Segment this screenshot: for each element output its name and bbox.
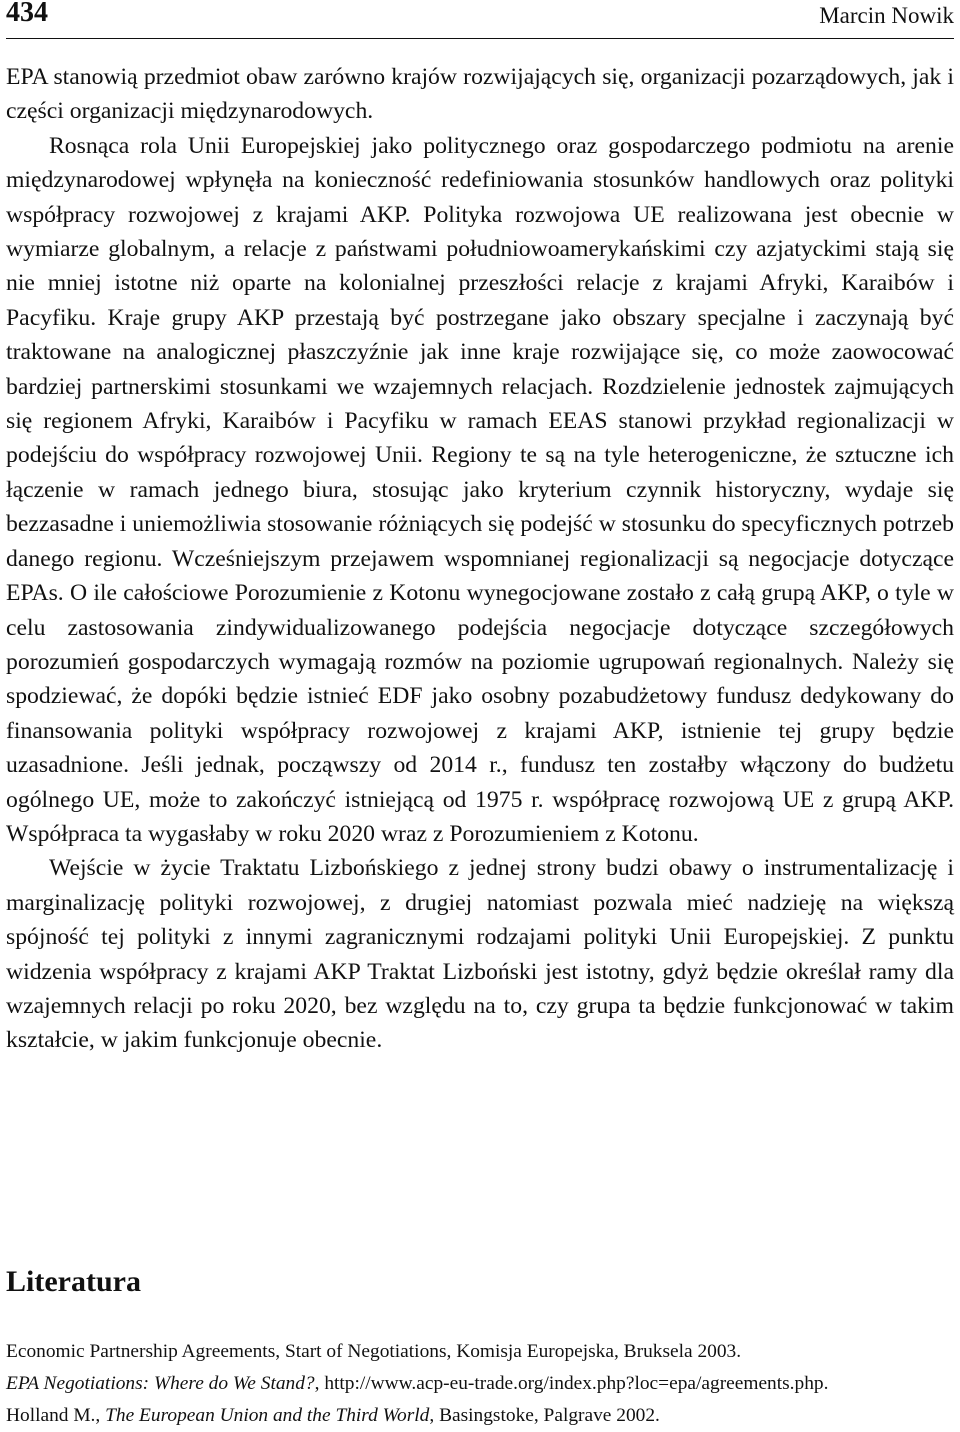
reference-title: The European Union and the Third World [105,1405,430,1426]
section-heading-literature: Literatura [6,1265,141,1298]
body-text [6,60,954,1058]
reference-item [6,1400,954,1432]
reference-details: , Basingstoke, Palgrave 2002. [429,1405,660,1426]
reference-link[interactable]: , http://www.acp-eu-trade.org/index.php?loc=epa/agreements.php. [314,1373,829,1394]
reference-list [6,1336,954,1432]
page-header [6,0,954,39]
running-head-author: Marcin Nowik [819,3,954,28]
reference-text: Economic Partnership Agreements, Start of Negotiations, Komisja Europejska, Bruksela 2003. [6,1341,742,1362]
paragraph: Wejście w życie Traktatu Lizbońskiego z jednej strony budzi obawy o instrumentalizację i marginalizację polityki rozwojowej, z drugiej natomiast pozwala mieć nadzieję na większą spójność tej polityki z innymi zagranicznymi rodzajami polityki Unii Europejskiej. Z punktu widzenia współpracy z krajami AKP Traktat Lizboński jest istotny, gdyż będzie określał ramy dla wzajemnych relacji po roku 2020, bez względu na to, czy grupa ta będzie funkcjonować w takim kształcie, w jakim funkcjonuje obecnie. [6,855,954,1054]
reference-title: EPA Negotiations: Where do We Stand? [6,1373,315,1394]
paragraph: Rosnąca rola Unii Europejskiej jako politycznego oraz gospodarczego podmiotu na arenie międzynarodowej wpłynęła na konieczność redefiniowania stosunków handlowych oraz polityki współpracy rozwojowej z krajami AKP. Polityka rozwojowa UE realizowana jest obecnie w wymiarze globalnym, a relacje z państwami południowoamerykańskimi czy azjatyckimi stają się nie mniej istotne niż oparte na kolonialnej przeszłości relacje z krajami Afryki, Karaibów i Pacyfiku. Kraje grupy AKP przestają być postrzegane jako obszary specjalne i zaczynają być traktowane na analogicznej płaszczyźnie jak inne kraje rozwijające się, co może zaowocować bardziej partnerskimi stosunkami we wzajemnych relacjach. Rozdzielenie jednostek zajmujących się regionem Afryki, Karaibów i Pacyfiku w ramach EEAS stanowi przykład regionalizacji w podejściu do współpracy rozwojowej Unii. Regiony te są na tyle heterogeniczne, że sztuczne ich łączenie w ramach jednego biura, stosując jako kryterium czynnik historyczny, wydaje się bezzasadne i uniemożliwia stosowanie różniących się podejść w stosunku do specyficznych potrzeb danego regionu. Wcześniejszym przejawem wspomnianej regionalizacji są negocjacje dotyczące EPAs. O ile całościowe Porozumienie z Kotonu wynegocjowane zostało z całą grupą AKP, o tyle w celu zastosowania zindywidualizowanego podejścia negocjacje dotyczące szczegółowych porozumień gospodarczych wymagają rozmów na poziomie ugrupowań regionalnych. Należy się spodziewać, że dopóki będzie istnieć EDF jako osobny pozabudżetowy fundusz dedykowany do finansowania polityki współpracy rozwojowej z krajami AKP, istnienie tej grupy będzie uzasadnione. Jeśli jednak, począwszy od 2014 r., fundusz ten zostałby włączony do budżetu ogólnego UE, może to zakończyć istniejącą od 1975 r. współpracę rozwojową UE z grupą AKP. Współpraca ta wygasłaby w roku 2020 wraz z Porozumieniem z Kotonu. [6,132,954,847]
page-number: 434 [6,0,48,28]
reference-item [6,1368,954,1400]
reference-author: Holland M., [6,1405,106,1426]
paragraph-continued: EPA stanowią przedmiot obaw zarówno krajów rozwijających się, organizacji pozarządowych, jak i części organizacji międzynarodowych. [6,64,954,125]
reference-item [6,1336,954,1368]
